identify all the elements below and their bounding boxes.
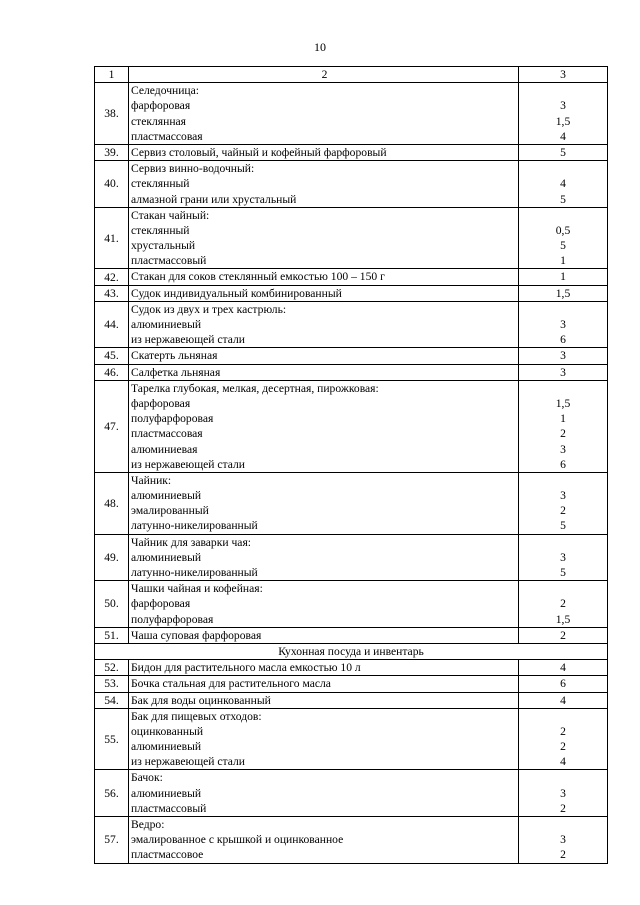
sub-item-name: полуфарфоровая bbox=[131, 612, 214, 626]
sub-item-value: 2 bbox=[560, 427, 566, 441]
item-value-cell bbox=[519, 348, 608, 364]
row-number: 41. bbox=[95, 207, 129, 269]
sub-item-name: полуфарфоровая bbox=[131, 412, 214, 426]
item-value: 3 bbox=[560, 349, 566, 363]
sub-item-value: 3 bbox=[560, 318, 566, 331]
sub-item-value: 4 bbox=[560, 177, 566, 191]
item-title: Бочка стальная для растительного масла bbox=[131, 677, 331, 691]
item-name-cell bbox=[129, 627, 519, 643]
item-value-cell bbox=[519, 161, 608, 208]
sub-item-value: 3 bbox=[560, 550, 566, 564]
item-name-cell bbox=[129, 770, 519, 817]
sub-item-value: 2 bbox=[560, 740, 566, 754]
item-value-cell bbox=[519, 301, 608, 348]
value-spacer bbox=[519, 161, 607, 176]
sub-item-name: стеклянный bbox=[131, 223, 190, 237]
sub-item-name: из нержавеющей стали bbox=[131, 333, 245, 347]
table-row bbox=[95, 692, 608, 708]
item-title: Селедочница: bbox=[131, 84, 200, 98]
table-row bbox=[95, 269, 608, 285]
sub-item-value: 1,5 bbox=[555, 114, 571, 128]
table-row bbox=[95, 676, 608, 692]
table-row bbox=[95, 708, 608, 770]
row-number: 45. bbox=[95, 348, 129, 364]
sub-item-value: 3 bbox=[560, 442, 566, 456]
sub-item-name: оцинкованный bbox=[131, 724, 204, 738]
table-row bbox=[95, 285, 608, 301]
sub-item-value: 1 bbox=[560, 254, 566, 268]
item-name-cell bbox=[129, 676, 519, 692]
item-name-cell bbox=[129, 348, 519, 364]
norms-table bbox=[94, 66, 608, 864]
table-header-row bbox=[95, 67, 608, 83]
item-value-cell bbox=[519, 770, 608, 817]
item-title: Чаша суповая фарфоровая bbox=[131, 628, 262, 642]
item-value: 4 bbox=[560, 693, 566, 707]
sub-item-name: фарфоровая bbox=[131, 99, 191, 113]
item-value-cell bbox=[519, 708, 608, 770]
item-value-cell bbox=[519, 581, 608, 628]
item-title: Сервиз винно-водочный: bbox=[131, 162, 255, 176]
sub-item-name: пластмассовая bbox=[131, 427, 203, 441]
item-value-cell bbox=[519, 660, 608, 676]
sub-item-value: 5 bbox=[560, 192, 566, 206]
sub-item-value: 3 bbox=[560, 489, 566, 503]
row-number: 56. bbox=[95, 770, 129, 817]
table-row bbox=[95, 660, 608, 676]
item-value-cell bbox=[519, 534, 608, 581]
sub-item-value: 6 bbox=[560, 457, 566, 471]
row-number: 40. bbox=[95, 161, 129, 208]
table-row bbox=[95, 534, 608, 581]
sub-item-value: 1,5 bbox=[555, 396, 571, 410]
table-row bbox=[95, 161, 608, 208]
value-spacer bbox=[519, 817, 607, 832]
row-number: 47. bbox=[95, 380, 129, 472]
item-value-cell bbox=[519, 285, 608, 301]
sub-item-value: 1 bbox=[560, 412, 566, 426]
table-row bbox=[95, 581, 608, 628]
item-title: Чайник: bbox=[131, 473, 172, 487]
item-value: 1 bbox=[560, 270, 566, 284]
table-row bbox=[95, 817, 608, 864]
table-row bbox=[95, 144, 608, 160]
item-title: Чайник для заварки чая: bbox=[131, 535, 251, 549]
sub-item-value: 3 bbox=[560, 786, 566, 800]
sub-item-name: алюминиевый bbox=[131, 318, 202, 331]
item-title: Бидон для растительного масла емкостью 10 л bbox=[131, 661, 361, 675]
sub-item-name: алюминиевый bbox=[131, 740, 202, 754]
sub-item-value: 5 bbox=[560, 239, 566, 253]
sub-item-value: 0,5 bbox=[555, 223, 571, 237]
item-name-cell bbox=[129, 207, 519, 269]
sub-item-value: 5 bbox=[560, 566, 566, 579]
sub-item-value: 2 bbox=[560, 504, 566, 518]
header-col-2: 2 bbox=[129, 67, 519, 83]
item-title: Чашки чайная и кофейная: bbox=[131, 582, 263, 596]
sub-item-value: 6 bbox=[560, 333, 566, 347]
row-number: 42. bbox=[95, 269, 129, 285]
sub-item-value: 5 bbox=[560, 519, 566, 533]
sub-item-name: стеклянная bbox=[131, 114, 186, 128]
item-title: Салфетка льняная bbox=[131, 365, 221, 379]
item-name-cell bbox=[129, 269, 519, 285]
item-name-cell bbox=[129, 472, 519, 534]
row-number: 39. bbox=[95, 144, 129, 160]
item-value-cell bbox=[519, 83, 608, 145]
sub-item-name: из нержавеющей стали bbox=[131, 755, 245, 769]
sub-item-name: из нержавеющей стали bbox=[131, 457, 245, 471]
value-spacer bbox=[519, 208, 607, 223]
sub-item-name: алюминиевая bbox=[131, 442, 198, 456]
value-spacer bbox=[519, 709, 607, 724]
item-name-cell bbox=[129, 144, 519, 160]
item-name-cell bbox=[129, 581, 519, 628]
row-number: 49. bbox=[95, 534, 129, 581]
item-name-cell bbox=[129, 534, 519, 581]
item-title: Бак для пищевых отходов: bbox=[131, 709, 262, 723]
value-spacer bbox=[519, 381, 607, 396]
item-value: 2 bbox=[560, 628, 566, 642]
item-name-cell bbox=[129, 660, 519, 676]
row-number: 48. bbox=[95, 472, 129, 534]
item-value: 5 bbox=[560, 145, 566, 159]
row-number: 57. bbox=[95, 817, 129, 864]
sub-item-name: стеклянный bbox=[131, 177, 190, 191]
value-spacer bbox=[519, 535, 607, 550]
item-value-cell bbox=[519, 627, 608, 643]
sub-item-name: пластмассовая bbox=[131, 129, 203, 143]
table-row bbox=[95, 380, 608, 472]
sub-item-name: латунно-никелированный bbox=[131, 519, 258, 533]
value-spacer bbox=[519, 581, 607, 596]
row-number: 52. bbox=[95, 660, 129, 676]
item-name-cell bbox=[129, 692, 519, 708]
sub-item-name: латунно-никелированный bbox=[131, 566, 258, 579]
item-value-cell bbox=[519, 380, 608, 472]
section-row bbox=[95, 643, 608, 659]
item-title: Бак для воды оцинкованный bbox=[131, 693, 271, 707]
table-row bbox=[95, 770, 608, 817]
sub-item-value: 2 bbox=[560, 801, 566, 815]
page-number: 10 bbox=[314, 40, 326, 54]
row-number: 43. bbox=[95, 285, 129, 301]
sub-item-name: пластмассовое bbox=[131, 848, 204, 862]
item-title: Судок индивидуальный комбинированный bbox=[131, 286, 342, 300]
item-name-cell bbox=[129, 708, 519, 770]
row-number: 51. bbox=[95, 627, 129, 643]
item-value-cell bbox=[519, 676, 608, 692]
row-number: 53. bbox=[95, 676, 129, 692]
sub-item-value: 2 bbox=[560, 724, 566, 738]
item-value: 3 bbox=[560, 365, 566, 379]
item-title: Скатерть льняная bbox=[131, 349, 218, 363]
sub-item-name: алюминиевый bbox=[131, 550, 202, 564]
item-title: Бачок: bbox=[131, 771, 163, 785]
value-spacer bbox=[519, 83, 607, 98]
sub-item-name: алюминиевый bbox=[131, 489, 202, 503]
sub-item-value: 3 bbox=[560, 99, 566, 113]
sub-item-name: хрустальный bbox=[131, 239, 196, 253]
item-title: Стакан чайный: bbox=[131, 208, 210, 222]
row-number: 55. bbox=[95, 708, 129, 770]
item-value: 4 bbox=[560, 661, 566, 675]
row-number: 46. bbox=[95, 364, 129, 380]
sub-item-value: 4 bbox=[560, 129, 566, 143]
table-row bbox=[95, 83, 608, 145]
sub-item-name: пластмассовый bbox=[131, 801, 207, 815]
item-title: Стакан для соков стеклянный емкостью 100 – 150 г bbox=[131, 270, 385, 284]
item-value: 6 bbox=[560, 677, 566, 691]
table-body bbox=[95, 67, 608, 864]
item-title: Тарелка глубокая, мелкая, десертная, пирожковая: bbox=[131, 381, 379, 395]
value-spacer bbox=[519, 473, 607, 488]
item-value-cell bbox=[519, 817, 608, 864]
value-spacer bbox=[519, 770, 607, 785]
item-value-cell bbox=[519, 144, 608, 160]
item-name-cell bbox=[129, 380, 519, 472]
table-row bbox=[95, 627, 608, 643]
item-name-cell bbox=[129, 364, 519, 380]
table-row bbox=[95, 207, 608, 269]
sub-item-name: фарфоровая bbox=[131, 597, 191, 611]
item-value-cell bbox=[519, 472, 608, 534]
sub-item-name: эмалированное с крышкой и оцинкованное bbox=[131, 833, 344, 847]
item-title: Ведро: bbox=[131, 818, 165, 831]
value-spacer bbox=[519, 302, 607, 317]
row-number: 50. bbox=[95, 581, 129, 628]
sub-item-name: пластмассовый bbox=[131, 254, 207, 268]
item-value-cell bbox=[519, 364, 608, 380]
header-col-1: 1 bbox=[95, 67, 129, 83]
sub-item-name: эмалированный bbox=[131, 504, 209, 518]
item-name-cell bbox=[129, 161, 519, 208]
table-row bbox=[95, 364, 608, 380]
item-value-cell bbox=[519, 269, 608, 285]
row-number: 54. bbox=[95, 692, 129, 708]
sub-item-value: 2 bbox=[560, 597, 566, 611]
item-value-cell bbox=[519, 692, 608, 708]
sub-item-value: 3 bbox=[560, 833, 566, 847]
item-value: 1,5 bbox=[555, 286, 571, 300]
sub-item-value: 2 bbox=[560, 848, 566, 862]
table-row bbox=[95, 348, 608, 364]
item-name-cell bbox=[129, 301, 519, 348]
header-col-3: 3 bbox=[519, 67, 608, 83]
item-name-cell bbox=[129, 285, 519, 301]
item-name-cell bbox=[129, 817, 519, 864]
sub-item-name: фарфоровая bbox=[131, 396, 191, 410]
row-number: 44. bbox=[95, 301, 129, 348]
section-title: Кухонная посуда и инвентарь bbox=[95, 643, 608, 659]
sub-item-value: 1,5 bbox=[555, 612, 571, 626]
sub-item-value: 4 bbox=[560, 755, 566, 769]
table-row bbox=[95, 472, 608, 534]
sub-item-name: алмазной грани или хрустальный bbox=[131, 192, 297, 206]
item-name-cell bbox=[129, 83, 519, 145]
item-title: Судок из двух и трех кастрюль: bbox=[131, 302, 287, 316]
row-number: 38. bbox=[95, 83, 129, 145]
item-value-cell bbox=[519, 207, 608, 269]
sub-item-name: алюминиевый bbox=[131, 786, 202, 800]
table-row bbox=[95, 301, 608, 348]
item-title: Сервиз столовый, чайный и кофейный фарфоровый bbox=[131, 145, 387, 159]
